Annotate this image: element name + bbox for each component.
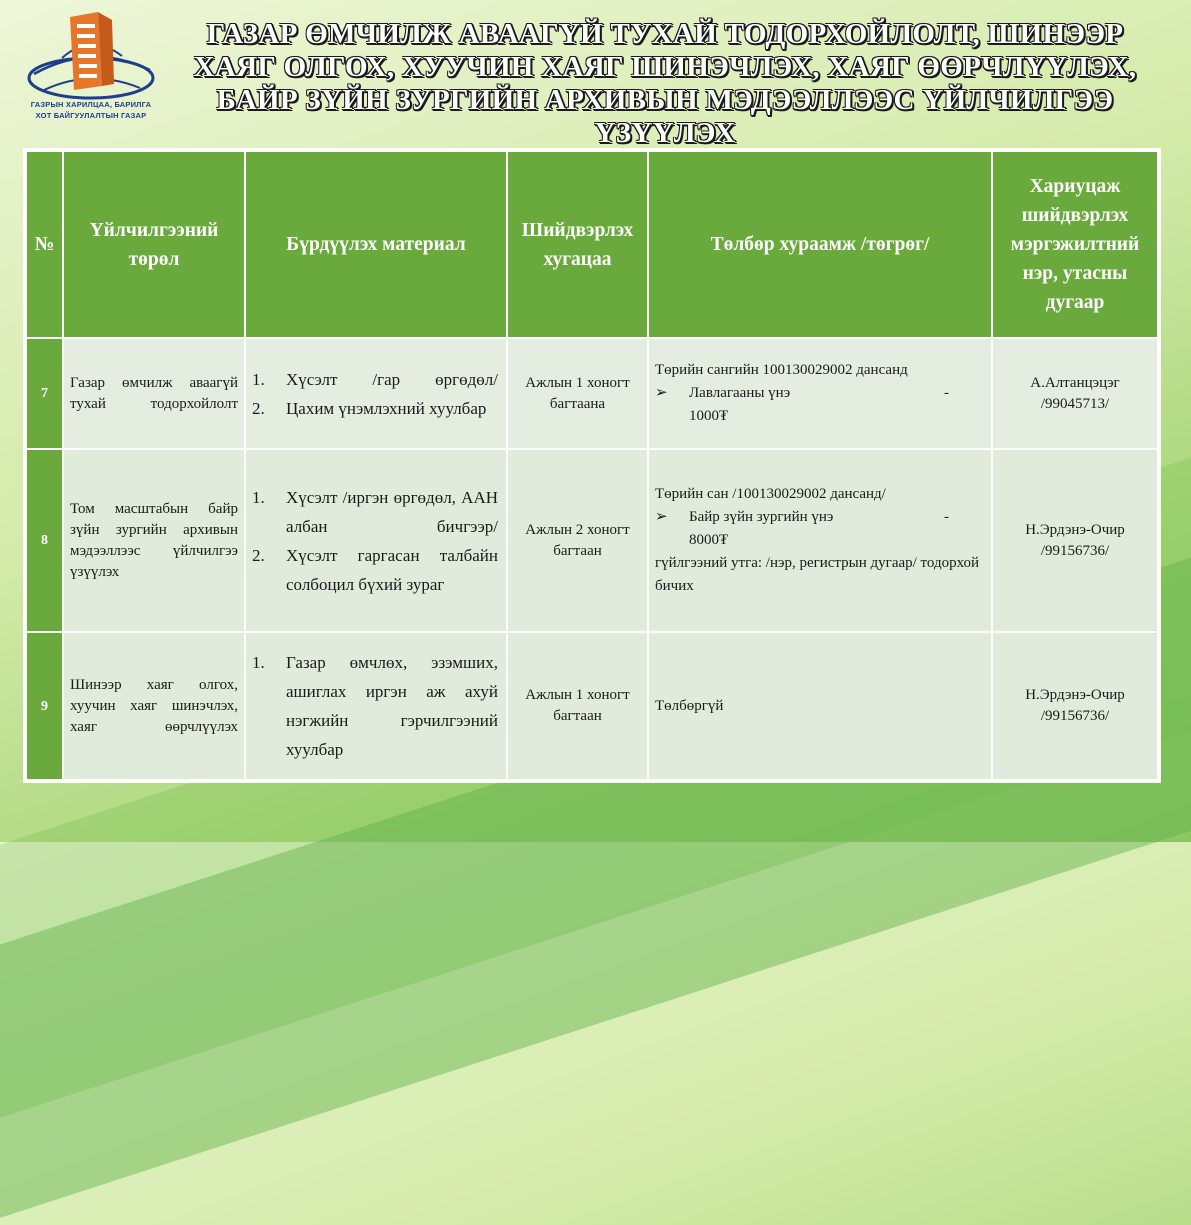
arrow-bullet-icon: ➢ xyxy=(655,509,668,525)
header-materials: Бүрдүүлэх материал xyxy=(245,151,507,338)
list-number: 1. xyxy=(252,653,265,672)
arrow-bullet-icon: ➢ xyxy=(655,385,668,401)
resolution-time: Ажлын 2 хоногт багтаан xyxy=(507,449,648,632)
globe-building-icon xyxy=(22,12,160,102)
list-number: 2. xyxy=(252,398,265,418)
materials-list xyxy=(245,449,507,632)
logo-text-line2: ХОТ БАЙГУУЛАЛТЫН ГАЗАР xyxy=(35,111,147,120)
list-number: 1. xyxy=(252,369,265,389)
list-item xyxy=(252,541,498,599)
service-type: Том масштабын байр зүйн зургийн архивын мэдээллээс үйлчилгээ үзүүлэх xyxy=(63,449,245,632)
header-resolution-time: Шийдвэрлэх хугацаа xyxy=(507,151,648,338)
fee-item: Байр зүйн зургийн үнэ xyxy=(689,509,834,525)
list-text: Хүсэлт /гар өргөдөл/ xyxy=(286,369,498,389)
list-text: Газар өмчлөх, эзэмших, ашиглах иргэн аж ахуй нэгжийн гэрчилгээний хуулбар xyxy=(286,653,498,759)
fee-dash: - xyxy=(944,509,949,525)
table-row xyxy=(26,338,1158,449)
fee-bullet xyxy=(655,506,985,552)
row-number: 9 xyxy=(26,632,63,780)
list-text: Хүсэлт гаргасан талбайн солбоцил бүхий зураг xyxy=(286,545,498,594)
contact-phone: /99156736/ xyxy=(1040,542,1110,559)
resolution-time: Ажлын 1 хоногт багтаана xyxy=(507,338,648,449)
contact-phone: /99156736/ xyxy=(1040,708,1110,724)
logo-text-line1: ГАЗРЫН ХАРИЛЦАА, БАРИЛГА xyxy=(30,100,152,109)
fee-account: Төрийн сан /100130029002 дансанд/ xyxy=(655,486,886,502)
fee-bullet xyxy=(655,382,985,428)
fee-amount: 1000₮ xyxy=(689,408,729,424)
service-type: Шинээр хаяг олгох, хуучин хаяг шинэчлэх, хаяг өөрчлүүлэх xyxy=(63,632,245,780)
page-title: ГАЗАР ӨМЧИЛЖ АВААГҮЙ ТУХАЙ ТОДОРХОЙЛОЛТ, ШИНЭЭР ХАЯГ ОЛГОХ, ХУУЧИН ХАЯГ ШИНЭЧЛЭХ, ХАЯГ ӨӨРЧЛҮҮЛЭХ, БАЙР ЗҮЙН ЗУРГИЙН АРХИВЫН МЭДЭЭЛЛЭЭС ҮЙЛЧИЛГЭЭ ҮЗҮҮЛЭХ xyxy=(193,18,1137,149)
header-fee: Төлбөр хураамж /төгрөг/ xyxy=(648,151,992,338)
fee-item: Лавлагааны үнэ xyxy=(689,385,791,401)
list-item xyxy=(252,394,498,423)
contact-cell xyxy=(992,338,1158,449)
fee-cell xyxy=(648,338,992,449)
service-type: Газар өмчилж аваагүй тухай тодорхойлолт xyxy=(63,338,245,449)
row-number: 8 xyxy=(26,449,63,632)
list-text: Хүсэлт /иргэн өргөдөл, ААН албан бичгээр/ xyxy=(286,487,498,536)
services-table xyxy=(25,150,1159,781)
fee-dash: - xyxy=(944,385,949,401)
fee-text: Төлбөргүй xyxy=(655,697,724,714)
list-item xyxy=(252,648,498,764)
header-number: № xyxy=(26,151,63,338)
organization-logo xyxy=(22,12,160,124)
list-number: 1. xyxy=(252,487,265,507)
materials-list xyxy=(245,632,507,780)
materials-list xyxy=(245,338,507,449)
row-number: 7 xyxy=(26,338,63,449)
contact-cell xyxy=(992,449,1158,632)
fee-cell xyxy=(648,632,992,780)
resolution-time: Ажлын 1 хоногт багтаан xyxy=(507,632,648,780)
fee-note: гүйлгээний утга: /нэр, регистрын дугаар/ тодорхой бичих xyxy=(655,555,980,594)
table-row xyxy=(26,632,1158,780)
table-row xyxy=(26,449,1158,632)
header-service-type: Үйлчилгээний төрөл xyxy=(63,151,245,338)
list-item xyxy=(252,365,498,394)
fee-cell xyxy=(648,449,992,632)
fee-amount: 8000₮ xyxy=(689,532,729,548)
contact-phone: /99045713/ xyxy=(1040,395,1110,412)
list-item xyxy=(252,483,498,541)
contact-name: А.Алтанцэцэг xyxy=(1030,374,1120,391)
list-text: Цахим үнэмлэхний хуулбар xyxy=(286,398,487,418)
contact-name: Н.Эрдэнэ-Очир xyxy=(1025,521,1125,538)
header-contact: Хариуцаж шийдвэрлэх мэргэжилтний нэр, утасны дугаар xyxy=(992,151,1158,338)
fee-account: Төрийн сангийн 100130029002 дансанд xyxy=(655,362,908,378)
table-header-row xyxy=(26,151,1158,338)
list-number: 2. xyxy=(252,545,265,565)
contact-cell xyxy=(992,632,1158,780)
contact-name: Н.Эрдэнэ-Очир xyxy=(1025,687,1125,703)
